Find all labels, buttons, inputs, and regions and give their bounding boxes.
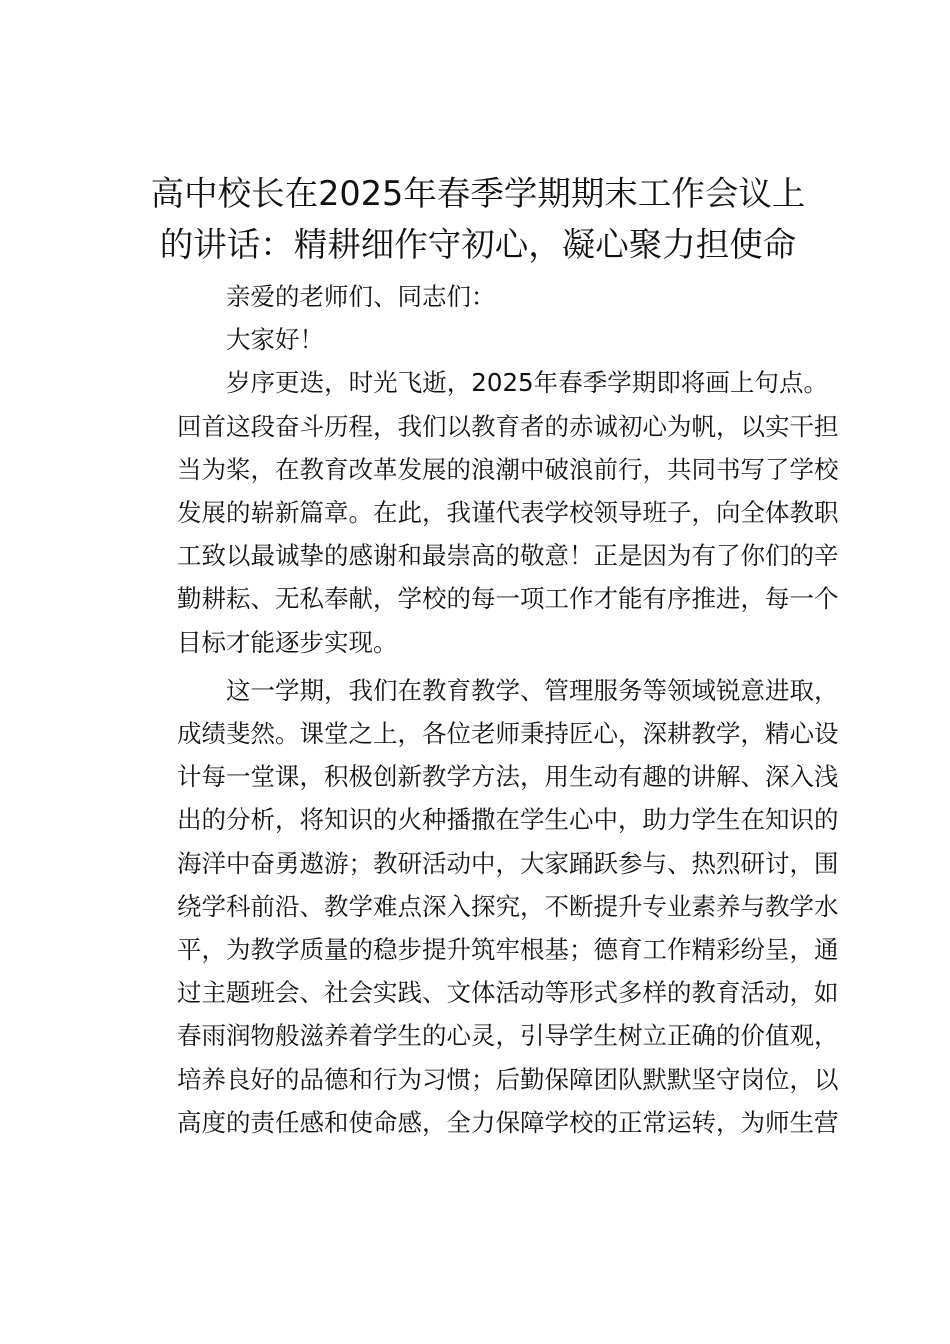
text-line: 海洋中奋勇遨游；教研活动中，大家踊跃参与、热烈研讨，围: [177, 848, 839, 878]
text-line: 出的分析，将知识的火种播撒在学生心中，助力学生在知识的: [177, 805, 839, 835]
body-paragraph: [128, 669, 839, 1144]
text-line: 计每一堂课，积极创新教学方法，用生动有趣的讲解、深入浅: [177, 762, 839, 792]
document-page: [128, 168, 839, 1144]
text-line: 当为桨，在教育改革发展的浪潮中破浪前行，共同书写了学校: [177, 454, 839, 484]
text-line: 发展的崭新篇章。在此，我谨代表学校领导班子，向全体教职: [177, 498, 839, 528]
text-line: 平，为教学质量的稳步提升筑牢根基；德育工作精彩纷呈，通: [177, 935, 839, 965]
text-line: 培养良好的品德和行为习惯；后勤保障团队默默坚守岗位，以: [177, 1064, 839, 1094]
text-line: 岁序更迭，时光飞逝，2025年春季学期即将画上句点。: [226, 368, 828, 398]
document-body: [128, 275, 839, 1144]
document-title: [128, 168, 828, 270]
text-line: 绕学科前沿、教学难点深入探究，不断提升专业素养与教学水: [177, 891, 839, 921]
salutation-paragraph: [128, 275, 828, 318]
text-line: 工致以最诚挚的感谢和最崇高的敬意！正是因为有了你们的辛: [177, 541, 839, 571]
text-line: 亲爱的老师们、同志们：: [226, 282, 496, 311]
text-line: 回首这段奋斗历程，我们以教育者的赤诚初心为帆，以实干担: [177, 411, 839, 441]
greeting-paragraph: [128, 318, 828, 361]
title-line: 高中校长在2025年春季学期期末工作会议上: [150, 174, 806, 213]
text-line: 目标才能逐步实现。: [177, 627, 398, 657]
text-line: 成绩斐然。课堂之上，各位老师秉持匠心，深耕教学，精心设: [177, 719, 839, 749]
text-line: 春雨润物般滋养着学生的心灵，引导学生树立正确的价值观，: [177, 1021, 839, 1051]
body-paragraph: [128, 361, 839, 663]
text-line: 大家好！: [226, 325, 324, 355]
text-line: 勤耕耘、无私奉献，学校的每一项工作才能有序推进，每一个: [177, 584, 839, 614]
title-line: 的讲话：精耕细作守初心，凝心聚力担使命: [159, 225, 797, 264]
text-line: 高度的责任感和使命感，全力保障学校的正常运转，为师生营: [177, 1107, 839, 1137]
text-line: 这一学期，我们在教育教学、管理服务等领域锐意进取，: [226, 675, 839, 705]
text-line: 过主题班会、社会实践、文体活动等形式多样的教育活动，如: [177, 978, 839, 1008]
